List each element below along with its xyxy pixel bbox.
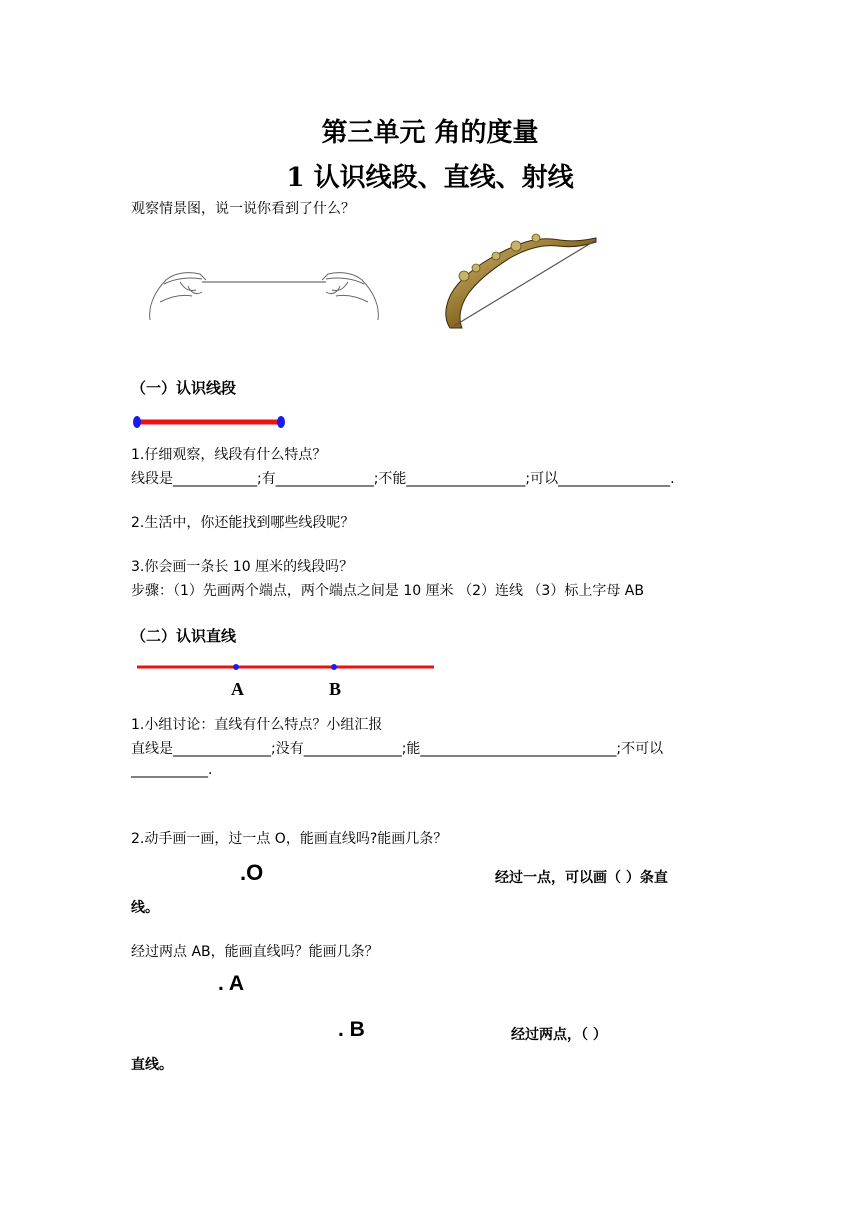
dot-b-label: . B xyxy=(338,1018,365,1041)
section2-q1-fill: 直线是______________;没有______________;能____________________________;不可以 xyxy=(131,741,664,757)
line-point-a xyxy=(233,664,239,670)
segment-endpoint-left xyxy=(133,416,141,428)
segment-endpoint-right xyxy=(277,416,285,428)
line-label-b: B xyxy=(329,679,342,699)
intro-prompt: 观察情景图，说一说你看到了什么？ xyxy=(131,201,355,217)
section2-q1: 1.小组讨论：直线有什么特点？小组汇报 xyxy=(131,717,383,733)
section2-q1-fill-cont: ___________. xyxy=(131,762,213,778)
section1-q2: 2.生活中，你还能找到哪些线段呢？ xyxy=(131,515,355,531)
point-o-label: .O xyxy=(240,860,264,885)
lesson-title: 1 认识线段、直线、射线 xyxy=(286,163,574,193)
section2-q2: 2.动手画一画，过一点 O，能画直线吗?能画几条？ xyxy=(131,831,448,847)
line-diagram xyxy=(137,660,437,674)
bow-illustration xyxy=(440,228,600,332)
line-point-b xyxy=(331,664,337,670)
one-point-statement-cont: 线。 xyxy=(131,900,159,916)
section1-q3-steps: 步骤：（1）先画两个端点，两个端点之间是 10 厘米 （2）连线 （3）标上字母 AB xyxy=(131,583,644,599)
section1-q3: 3.你会画一条长 10 厘米的线段吗？ xyxy=(131,559,354,575)
hands-string-illustration xyxy=(140,262,385,324)
section1-q1-fill: 线段是____________;有______________;不能_________________;可以________________. xyxy=(131,471,675,487)
section2-heading: （二）认识直线 xyxy=(131,627,237,645)
unit-title: 第三单元 角的度量 xyxy=(321,118,539,148)
section1-heading: （一）认识线段 xyxy=(131,379,237,397)
line-label-a: A xyxy=(231,679,244,699)
two-points-statement: 经过两点，（ ） xyxy=(511,1027,607,1043)
two-points-prompt: 经过两点 AB，能画直线吗？能画几条？ xyxy=(131,944,379,960)
section1-q1: 1.仔细观察，线段有什么特点？ xyxy=(131,447,327,463)
two-points-statement-cont: 直线。 xyxy=(131,1057,173,1073)
dot-a-label: . A xyxy=(218,972,245,995)
segment-diagram xyxy=(131,414,287,430)
one-point-statement: 经过一点，可以画（ ）条直 xyxy=(495,870,668,886)
